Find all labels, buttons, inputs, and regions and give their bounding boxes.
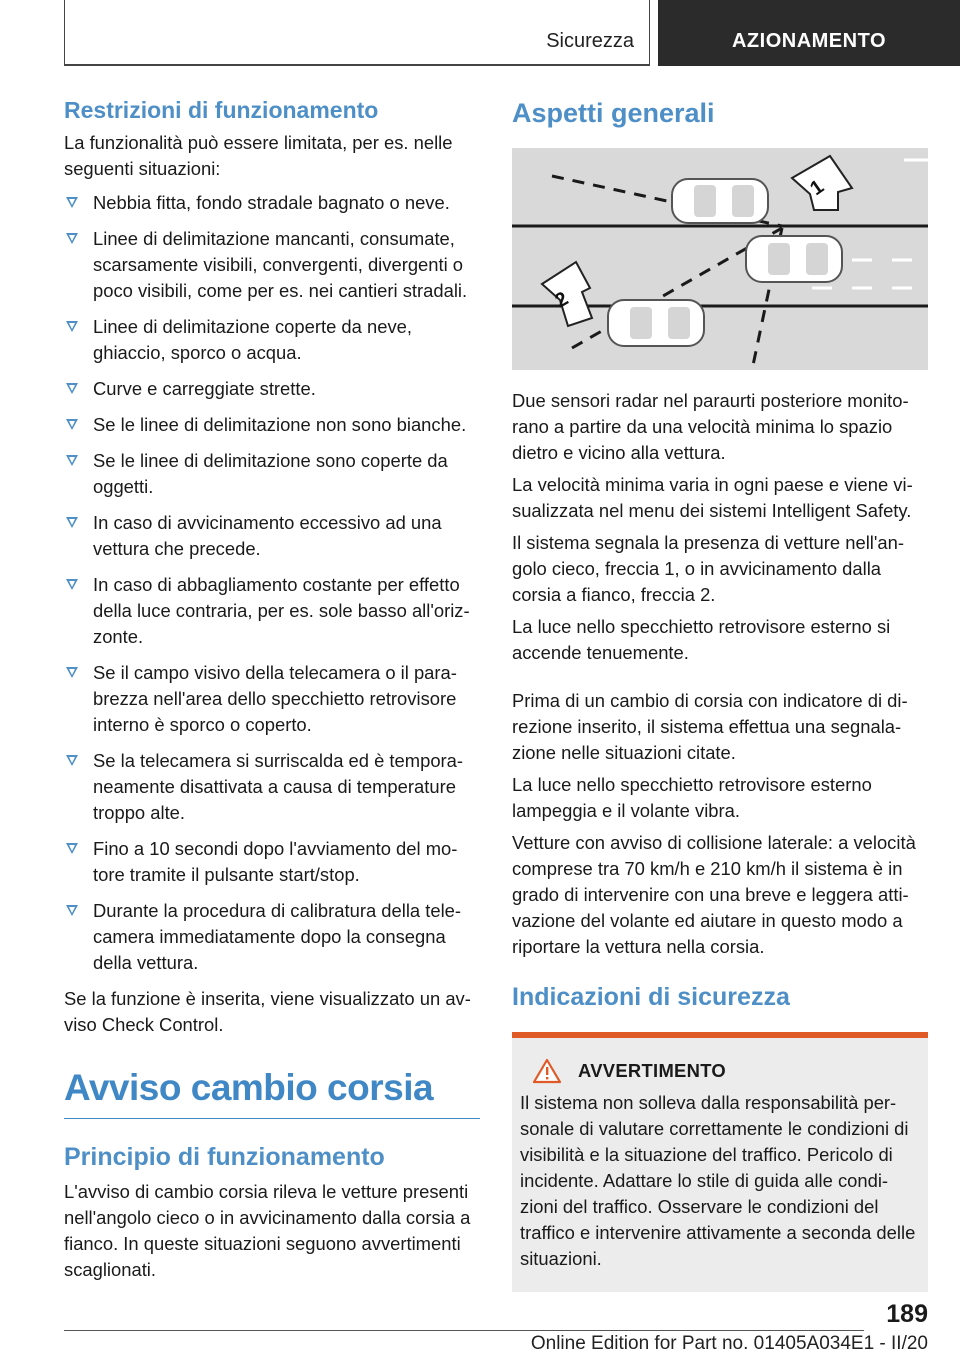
restriction-text: Durante la procedura di calibratura della tele-camera immediatamente dopo la consegna della vettura.	[93, 900, 462, 973]
restriction-item	[64, 314, 480, 366]
restriction-item	[64, 376, 480, 402]
header-section: Sicurezza	[546, 30, 634, 52]
restriction-text: Linee di delimitazione coperte da neve, ghiaccio, sporco o acqua.	[93, 316, 412, 363]
principle-text: L'avviso di cambio corsia rileva le vetture presenti nell'angolo cieco o in avvicinamento dalla corsia a fianco. In queste situazioni seguono avvertimenti scaglionati.	[64, 1181, 471, 1280]
general-paragraph: La velocità minima varia in ogni paese e viene vi-sualizzata nel menu dei sistemi Intelligent Safety.	[512, 474, 913, 521]
restriction-text: Fino a 10 secondi dopo l'avviamento del mo-tore tramite il pulsante start/stop.	[93, 838, 458, 885]
restriction-text: Nebbia fitta, fondo stradale bagnato o neve.	[93, 192, 450, 213]
restriction-item	[64, 836, 480, 888]
restriction-item	[64, 572, 480, 650]
bullet-triangle-icon	[66, 233, 78, 244]
general-paragraph: La luce nello specchietto retrovisore esterno si accende tenuemente.	[512, 616, 891, 663]
restriction-text: Se le linee di delimitazione sono coperte da oggetti.	[93, 450, 448, 497]
restriction-item	[64, 226, 480, 304]
general-paragraph: Vetture con avviso di collisione laterale: a velocità comprese tra 70 km/h e 210 km/h il sistema è in grado di intervenire con una breve e leggera atti-vazione del volante ed aiutare in questo modo a riportare la vettura nella corsia.	[512, 832, 916, 957]
car-bottom-icon	[608, 300, 704, 346]
header-rule-mid	[649, 0, 650, 66]
restriction-text: Se il campo visivo della telecamera o il para-brezza nell'area dello specchietto retrovisore interno è sporco o coperto.	[93, 662, 457, 735]
restriction-text: In caso di avvicinamento eccessivo ad una vettura che precede.	[93, 512, 442, 559]
restrictions-title: Restrizioni di funzionamento	[64, 97, 379, 123]
car-top-icon	[672, 179, 768, 223]
general-paragraphs-b	[512, 688, 928, 960]
restriction-item	[64, 660, 480, 738]
general-paragraphs-a	[512, 388, 928, 666]
bullet-triangle-icon	[66, 197, 78, 208]
restriction-text: Se la telecamera si surriscalda ed è tempora-neamente disattivata a causa di temperature troppo alte.	[93, 750, 464, 823]
page-header	[0, 0, 960, 66]
arrow-1-label: 1	[806, 175, 828, 201]
warning-header	[520, 1058, 920, 1084]
car-own-icon	[746, 236, 842, 282]
restriction-item	[64, 190, 480, 216]
restriction-item	[64, 510, 480, 562]
lane-diagram	[512, 148, 928, 370]
restriction-item	[64, 448, 480, 500]
restriction-text: Se le linee di delimitazione non sono bianche.	[93, 414, 467, 435]
general-paragraph: Il sistema segnala la presenza di vetture nell'an-golo cieco, freccia 1, o in avvicinamento dalla corsia a fianco, freccia 2.	[512, 532, 904, 605]
footer-edition: Online Edition for Part no. 01405A034E1 - II/20	[530, 1333, 928, 1354]
main-title: Avviso cambio corsia	[64, 1066, 480, 1119]
bullet-triangle-icon	[66, 667, 78, 678]
restriction-item	[64, 898, 480, 976]
restriction-item	[64, 412, 480, 438]
bullet-triangle-icon	[66, 455, 78, 466]
warning-triangle-icon	[532, 1058, 562, 1084]
restriction-text: In caso di abbagliamento costante per effetto della luce contraria, per es. sole basso all'oriz-zonte.	[93, 574, 470, 647]
restriction-item	[64, 748, 480, 826]
warning-text: Il sistema non solleva dalla responsabilità per-sonale di valutare correttamente le condizioni di visibilità e la situazione del traffico. Pericolo di incidente. Adattare lo stile di guida alle condi-zioni del traffico. Osservare le condizioni del traffico e intervenire attivamente a seconda delle situazioni.	[520, 1092, 916, 1269]
restriction-text: Linee di delimitazione mancanti, consumate, scarsamente visibili, convergenti, divergenti o poco visibili, come per es. nei cantieri stradali.	[93, 228, 468, 301]
principle-title: Principio di funzionamento	[64, 1143, 385, 1171]
general-title: Aspetti generali	[512, 98, 715, 128]
bullet-triangle-icon	[66, 517, 78, 528]
bullet-triangle-icon	[66, 579, 78, 590]
restriction-text: Curve e carreggiate strette.	[93, 378, 316, 399]
bullet-triangle-icon	[66, 321, 78, 332]
bullet-triangle-icon	[66, 755, 78, 766]
header-rule-left	[64, 0, 65, 66]
bullet-triangle-icon	[66, 905, 78, 916]
general-paragraph: La luce nello specchietto retrovisore esterno lampeggia e il volante vibra.	[512, 774, 872, 821]
left-column	[64, 96, 480, 1289]
right-column	[512, 96, 928, 1292]
bullet-triangle-icon	[66, 843, 78, 854]
footer-rule	[64, 1330, 864, 1331]
page-number: 189	[886, 1300, 928, 1328]
general-paragraph: Prima di un cambio di corsia con indicatore di di-rezione inserito, il sistema effettua una segnala-zione nelle situazioni citate.	[512, 690, 908, 763]
check-control-note: Se la funzione è inserita, viene visualizzato un av-viso Check Control.	[64, 988, 471, 1035]
warning-box	[512, 1032, 928, 1292]
lane-change-figure	[512, 148, 928, 370]
header-rule-bottom	[64, 64, 650, 66]
general-paragraph: Due sensori radar nel paraurti posteriore monito-rano a partire da una velocità minima lo spazio dietro e vicino alla vettura.	[512, 390, 909, 463]
bullet-triangle-icon	[66, 383, 78, 394]
header-chapter-tab: AZIONAMENTO	[658, 0, 960, 66]
restrictions-intro: La funzionalità può essere limitata, per es. nelle seguenti situazioni:	[64, 132, 453, 179]
safety-title: Indicazioni di sicurezza	[512, 983, 790, 1011]
arrow-2-label: 2	[551, 287, 573, 313]
bullet-triangle-icon	[66, 419, 78, 430]
restrictions-list	[64, 190, 480, 976]
warning-title: AVVERTIMENTO	[578, 1060, 727, 1081]
